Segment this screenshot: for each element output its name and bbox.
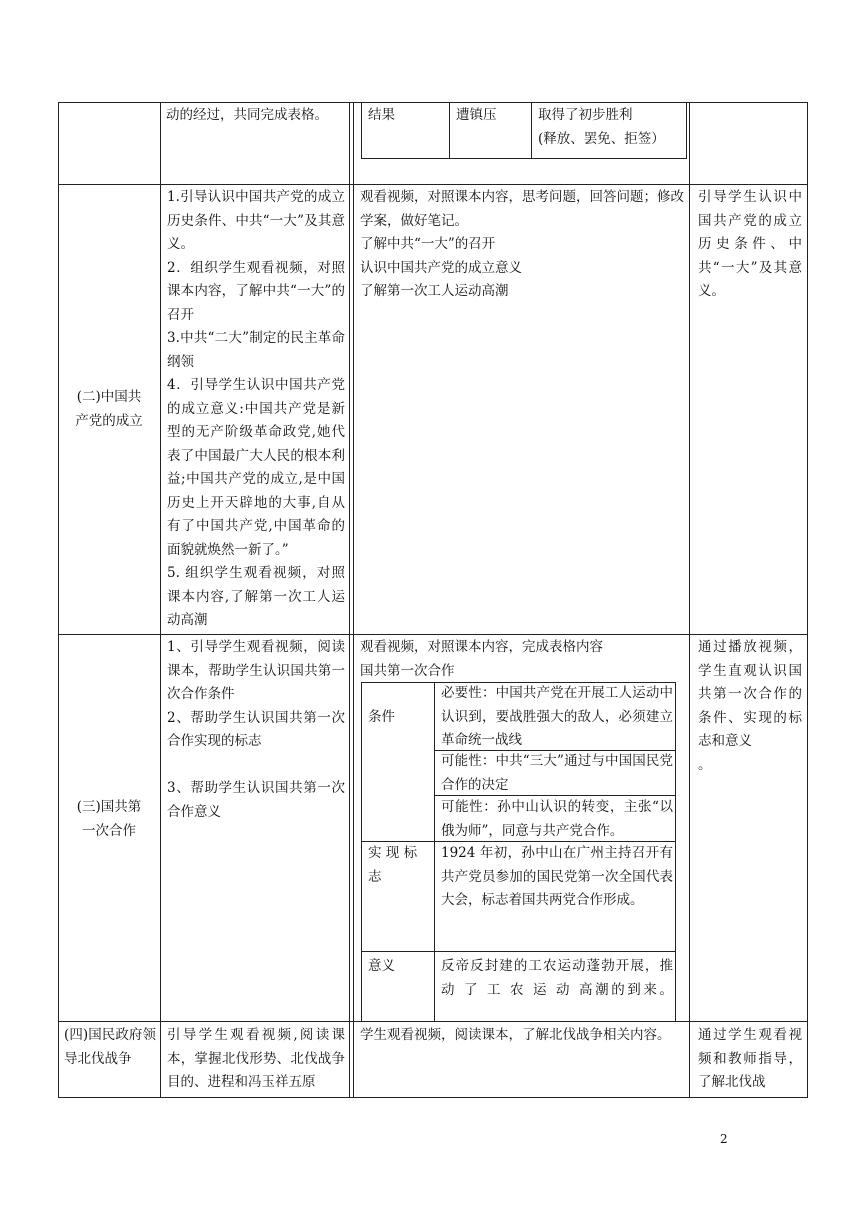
table-border-bottom [58,1097,808,1098]
continuation-result-label: 结果 [368,107,395,123]
section-northern-expedition: (四)国民政府领导北伐战争 [64,1027,156,1067]
expedition-design-intent: 通过学生观看视频和教师指导，了解北伐战 [698,1027,802,1090]
result-table-left [361,102,362,159]
cooperation-sign-label: 实 现 标 志 [368,845,418,885]
coop-table-col [434,682,435,1022]
cooperation-student-intro: 观看视频，对照课本内容，完成表格内容 国共第一次合作 [360,639,603,679]
table-border-left [58,102,59,1098]
result-table-top [361,102,687,103]
coop-row-div-1 [434,750,676,751]
col-divider-3 [689,102,690,1098]
result-table-bottom [361,158,687,159]
expedition-teacher-activity: 引导学生观看视频,阅读课本，掌握北伐形势、北伐战争目的、进程和冯玉祥五原 [167,1027,345,1090]
coop-row-div-3 [361,841,676,842]
table-border-right [807,102,808,1098]
cooperation-teacher-activity: 1、引导学生观看视频，阅读课本，帮助学生认识国共第一次合作条件 2、帮助学生认识国共第一次合作实现的标志 3、帮助学生认识国共第一次合作意义 [167,639,345,820]
cooperation-possibility-2: 可能性：孙中山认识的转变，主张“以俄为师”，同意与共产党合作。 [441,799,673,839]
page-number: 2 [720,1132,728,1146]
cooperation-conditions-label: 条件 [368,709,395,725]
result-table-right [686,102,687,159]
result-table-col-2 [531,102,532,159]
expedition-student-activity: 学生观看视频，阅读课本，了解北伐战争相关内容。 [360,1027,671,1043]
col-divider-1 [160,102,161,1098]
continuation-result-col1: 遭镇压 [456,107,497,123]
ccp-design-intent: 引导学生认识中国共产党的成立历史条件、中共“一大”及其意义。 [698,189,802,299]
cooperation-meaning-label: 意义 [368,958,395,974]
coop-row-div-2 [434,795,676,796]
coop-row-div-4 [361,951,676,952]
ccp-teacher-activity: 1.引导认识中国共产党的成立历史条件、中共“一大”及其意义。 2．组织学生观看视频，对照课本内容，了解中共“一大”的召开 3.中共“二大”制定的民主革命纲领 4．引导学生认识中国共产党的成立意义:中国共产党是新型的无产阶级革命政党,她代表了中国最广大人民的根本利益;中国共产党的成立,是中国历史上开天辟地的大事,自从有了中国共产党,中国革命的面貌就焕然一新了。” 5. 组织学生观看视频，对照课本内容,了解第一次工人运动高潮 [167,189,345,628]
result-table-col-1 [449,102,450,159]
col-divider-2a [349,102,350,1098]
row-divider-2 [58,634,808,635]
coop-table-right [675,682,676,1022]
cooperation-possibility-1: 可能性：中共“三大”通过与中国国民党合作的决定 [441,753,673,793]
coop-table-bottom [361,1021,676,1022]
section-first-cooperation: (三)国共第 一次合作 [76,799,142,839]
continuation-result-col2: 取得了初步胜利 (释放、罢免、拒签） [538,107,665,147]
coop-table-left [361,682,362,1022]
ccp-student-activity: 观看视频，对照课本内容，思考问题，回答问题；修改学案，做好笔记。 了解中共“一大”的召开 认识中国共产党的成立意义 了解第一次工人运动高潮 [360,189,684,299]
col-divider-2b [353,102,354,1098]
cooperation-necessity: 必要性：中国共产党在开展工人运动中认识到，要战胜强大的敌人，必须建立革命统一战线 [441,685,673,748]
cooperation-design-intent: 通过播放视频，学生直观认识国共第一次合作的条件、实现的标志和意义 。 [698,639,802,773]
coop-table-top [361,682,676,683]
row-divider-1 [58,184,808,185]
cooperation-meaning: 反帝反封建的工农运动蓬勃开展，推 动 了 工 农 运 动 高潮的到来。 [441,958,673,998]
cooperation-sign: 1924 年初，孙中山在广州主持召开有共产党员参加的国民党第一次全国代表大会，标志着国共两党合作形成。 [441,845,673,908]
continuation-teacher-activity: 动的经过，共同完成表格。 [166,107,328,123]
section-ccp-founding: (二)中国共 产党的成立 [75,389,143,429]
